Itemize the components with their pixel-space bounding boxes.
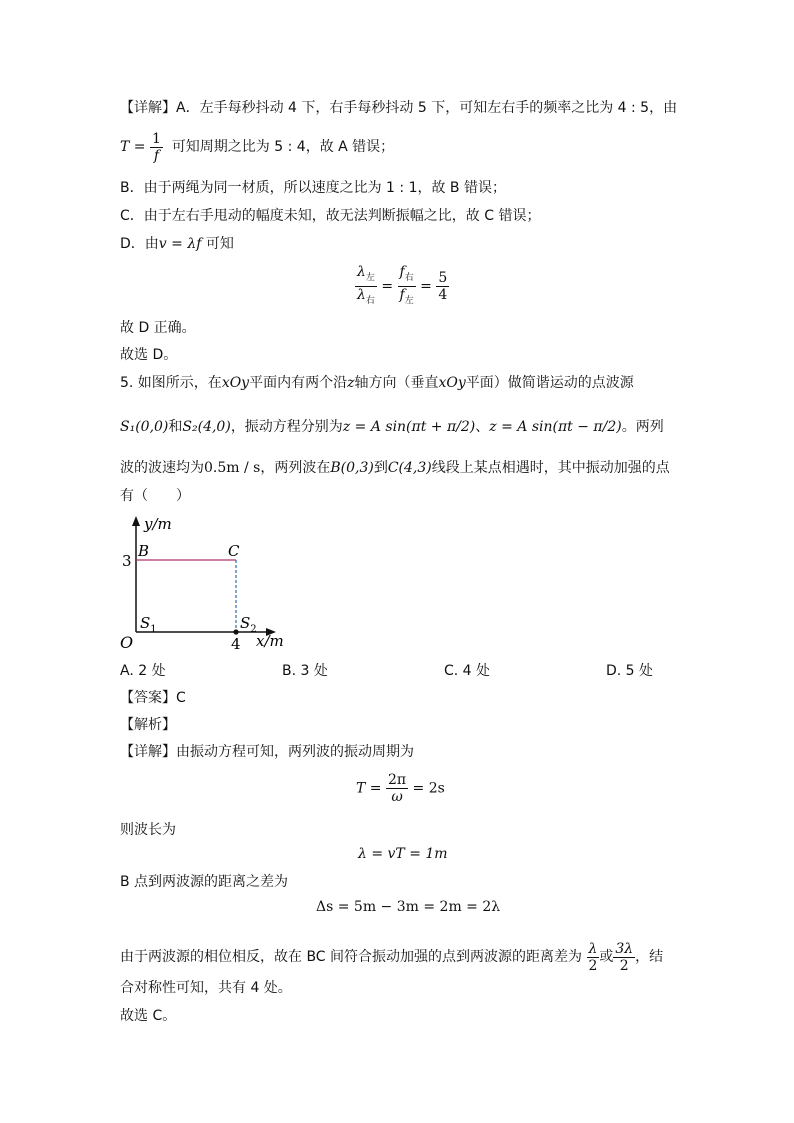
ratio-equation: $\frac{\lambda_左}{\lambda_右}$ = $\frac{f_右}{f_左}$ = $\frac{5}{4}$ <box>355 264 449 309</box>
q5-text: ，两列波在 <box>260 460 331 476</box>
period-formula-T: T = <box>120 139 146 155</box>
half-lambda <box>587 941 600 974</box>
jiexi-label: 【解析】 <box>120 717 176 733</box>
period-frac <box>386 772 408 805</box>
frac-num: 1 <box>151 130 161 147</box>
wavelength-intro: 则波长为 <box>120 822 176 838</box>
f-ratio <box>398 264 416 309</box>
point-c-label: C <box>228 542 240 560</box>
s1-label: $S_1$ <box>140 614 157 635</box>
detail-intro: 【详解】由振动方程可知，两列波的振动周期为 <box>120 744 414 760</box>
source-s1: S₁(0,0) <box>120 419 169 435</box>
xoy-plane: xOy <box>221 375 250 391</box>
sub-left: 左 <box>404 295 414 306</box>
choose-c: 故选 C。 <box>120 1008 177 1024</box>
y-axis-arrow <box>132 516 140 526</box>
eq-t-lhs: T = <box>356 780 382 797</box>
period-formula-frac <box>150 131 163 164</box>
frac-num: 2π <box>387 772 407 788</box>
xoy-plane: xOy <box>438 375 466 391</box>
q5-text: 和 <box>168 419 183 435</box>
para-c: C．由于左右手甩动的幅度未知，故无法判断振幅之比，故 C 错误； <box>120 208 541 224</box>
frac-den: f <box>153 147 160 164</box>
q5-text: 、 <box>475 419 490 435</box>
point-c: C(4,3) <box>387 460 432 476</box>
para-a-text: A．左手每秒抖动 4 下，右手每秒抖动 5 下，可知左右手的频率之比为 4 : 5，由 <box>176 100 678 116</box>
lambda-symbol: λ <box>357 286 366 303</box>
q5-line3 <box>120 458 670 478</box>
wave-equation: v = λf <box>158 236 202 252</box>
period-equation <box>356 772 445 805</box>
q5-text: 线段上某点相遇时，其中振动加强的点 <box>431 460 670 476</box>
z-axis: z <box>347 375 355 391</box>
para-a-line2 <box>120 128 394 166</box>
y-axis-label: y/m <box>144 515 172 533</box>
q5-line2 <box>120 410 664 444</box>
source-s2: S₂(4,0) <box>182 419 231 435</box>
tick-y-3: 3 <box>122 552 132 570</box>
tick-x-4: 4 <box>231 635 241 653</box>
ratio-num: 5 <box>438 269 448 286</box>
para-d-text2: 可知 <box>205 236 234 252</box>
para-d <box>120 234 234 254</box>
q5-text: 5. 如图所示，在 <box>120 375 222 391</box>
frac-den: 2 <box>619 957 629 974</box>
f-symbol: f <box>399 286 405 303</box>
para-a-text2: 可知周期之比为 5 : 4，故 A 错误； <box>171 139 395 155</box>
wavelength-equation: λ = vT = 1m <box>358 846 448 862</box>
phase-text: 或 <box>599 949 614 965</box>
q5-text: ，振动方程分别为 <box>230 419 343 435</box>
option-a: A. 2 处 <box>120 663 166 679</box>
f-symbol: f <box>399 264 405 280</box>
d-correct: 故 D 正确。 <box>120 320 196 336</box>
distance-intro: B 点到两波源的距离之差为 <box>120 874 289 890</box>
lambda-symbol: λ <box>357 264 366 280</box>
origin-label: O <box>120 633 134 652</box>
frac-num: λ <box>588 940 598 957</box>
sub-left: 左 <box>365 272 375 283</box>
q5-text: 平面）做简谐运动的点波源 <box>465 375 634 391</box>
coordinate-figure <box>118 514 298 654</box>
option-c: C. 4 处 <box>444 663 491 679</box>
phase-text: ，结 <box>635 949 664 965</box>
equation-z1: z = A sin(πt + π/2) <box>342 419 476 435</box>
ratio-result <box>436 270 449 303</box>
s2-label: $S_2$ <box>240 614 257 635</box>
para-a-line1 <box>120 98 677 118</box>
option-d: D. 5 处 <box>606 663 654 679</box>
wave-speed: 0.5m / s <box>204 460 261 476</box>
delta-equation: Δs = 5m − 3m = 2m = 2λ <box>316 899 501 915</box>
equation-z2: z = A sin(πt − π/2) <box>489 419 622 435</box>
option-b: B. 3 处 <box>282 663 328 679</box>
xiangjie-label: 【详解】 <box>120 100 176 116</box>
q5-text: 。两列 <box>621 419 664 435</box>
frac-num: 3λ <box>615 940 634 957</box>
choose-d: 故选 D。 <box>120 347 178 363</box>
ratio-den: 4 <box>438 286 448 303</box>
lambda-ratio <box>355 264 377 309</box>
q5-text: 轴方向（垂直 <box>354 375 439 391</box>
frac-den: ω <box>391 789 403 805</box>
symmetry-line: 合对称性可知，共有 4 处。 <box>120 980 292 996</box>
sub-right: 右 <box>365 295 375 306</box>
phase-line <box>120 937 663 977</box>
q5-line1 <box>120 373 634 393</box>
frac-den: 2 <box>588 957 598 974</box>
three-half-lambda <box>613 941 635 974</box>
s2-point <box>233 629 238 634</box>
q5-text: 平面内有两个沿 <box>249 375 348 391</box>
para-d-text: D．由 <box>120 236 159 252</box>
phase-text: 由于两波源的相位相反，故在 BC 间符合振动加强的点到两波源的距离差为 <box>120 949 583 965</box>
eq-t-rhs: = 2s <box>412 780 445 797</box>
x-axis-label: x/m <box>256 632 284 650</box>
q5-text: 到 <box>373 460 388 476</box>
q5-text: 波的波速均为 <box>120 460 204 476</box>
sub-right: 右 <box>404 272 414 283</box>
q5-line4: 有（ ） <box>120 488 190 504</box>
para-b: B．由于两绳为同一材质，所以速度之比为 1 : 1，故 B 错误； <box>120 180 506 196</box>
point-b-label: B <box>138 542 150 560</box>
answer: 【答案】C <box>120 690 186 706</box>
point-b: B(0,3) <box>330 460 374 476</box>
